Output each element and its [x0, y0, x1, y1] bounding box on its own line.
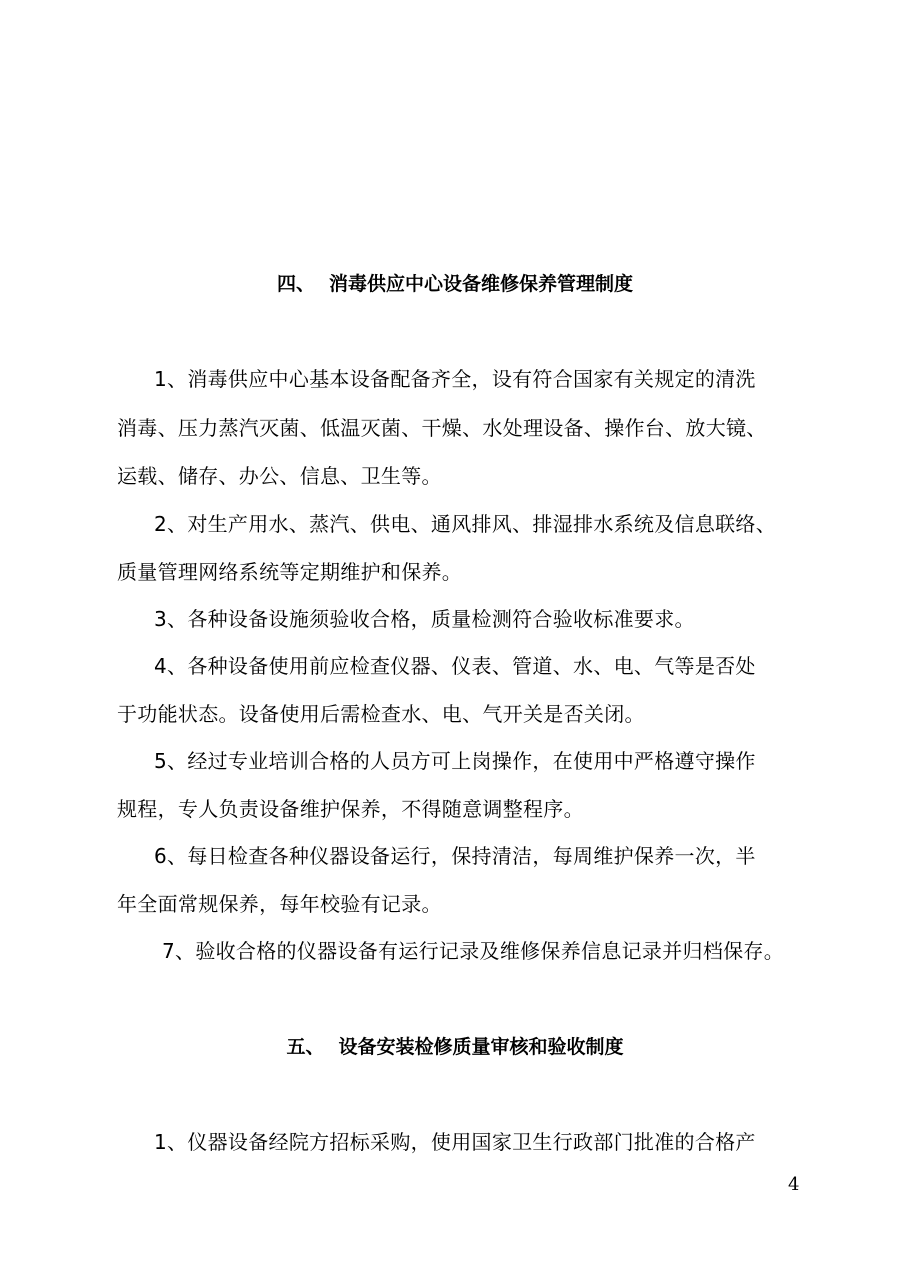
- paragraph-line: 5、经过专业培训合格的人员方可上岗操作，在使用中严格遵守操作: [154, 749, 756, 773]
- paragraph-line: 7、验收合格的仪器设备有运行记录及维修保养信息记录并归档保存。: [162, 939, 785, 963]
- section-title: 设备安装检修质量审核和验收制度: [338, 1036, 624, 1058]
- paragraph-line: 4、各种设备使用前应检查仪器、仪表、管道、水、电、气等是否处: [154, 654, 756, 678]
- page-number: 4: [788, 1174, 800, 1195]
- paragraph-line: 2、对生产用水、蒸汽、供电、通风排风、排湿排水系统及信息联络、: [154, 512, 777, 536]
- paragraph-line: 1、仪器设备经院方招标采购，使用国家卫生行政部门批准的合格产: [154, 1130, 756, 1154]
- paragraph-line: 年全面常规保养，每年校验有记录。: [117, 892, 442, 916]
- paragraph-line: 运载、储存、办公、信息、卫生等。: [117, 464, 442, 488]
- section-title: 消毒供应中心设备维修保养管理制度: [329, 273, 634, 295]
- paragraph-line: 质量管理网络系统等定期维护和保养。: [117, 560, 463, 584]
- paragraph-line: 消毒、压力蒸汽灭菌、低温灭菌、干燥、水处理设备、操作台、放大镜、: [117, 416, 767, 440]
- section-number: 四、: [276, 273, 315, 295]
- section-heading-5: [0, 1035, 910, 1059]
- section-heading-4: [0, 272, 910, 296]
- paragraph-line: 3、各种设备设施须验收合格，质量检测符合验收标准要求。: [154, 607, 695, 631]
- paragraph-line: 规程，专人负责设备维护保养，不得随意调整程序。: [117, 797, 584, 821]
- paragraph-line: 6、每日检查各种仪器设备运行，保持清洁，每周维护保养一次，半: [154, 844, 756, 868]
- paragraph-line: 1、消毒供应中心基本设备配备齐全，设有符合国家有关规定的清洗: [154, 367, 756, 391]
- section-number: 五、: [286, 1036, 325, 1058]
- paragraph-line: 于功能状态。设备使用后需检查水、电、气开关是否关闭。: [117, 702, 645, 726]
